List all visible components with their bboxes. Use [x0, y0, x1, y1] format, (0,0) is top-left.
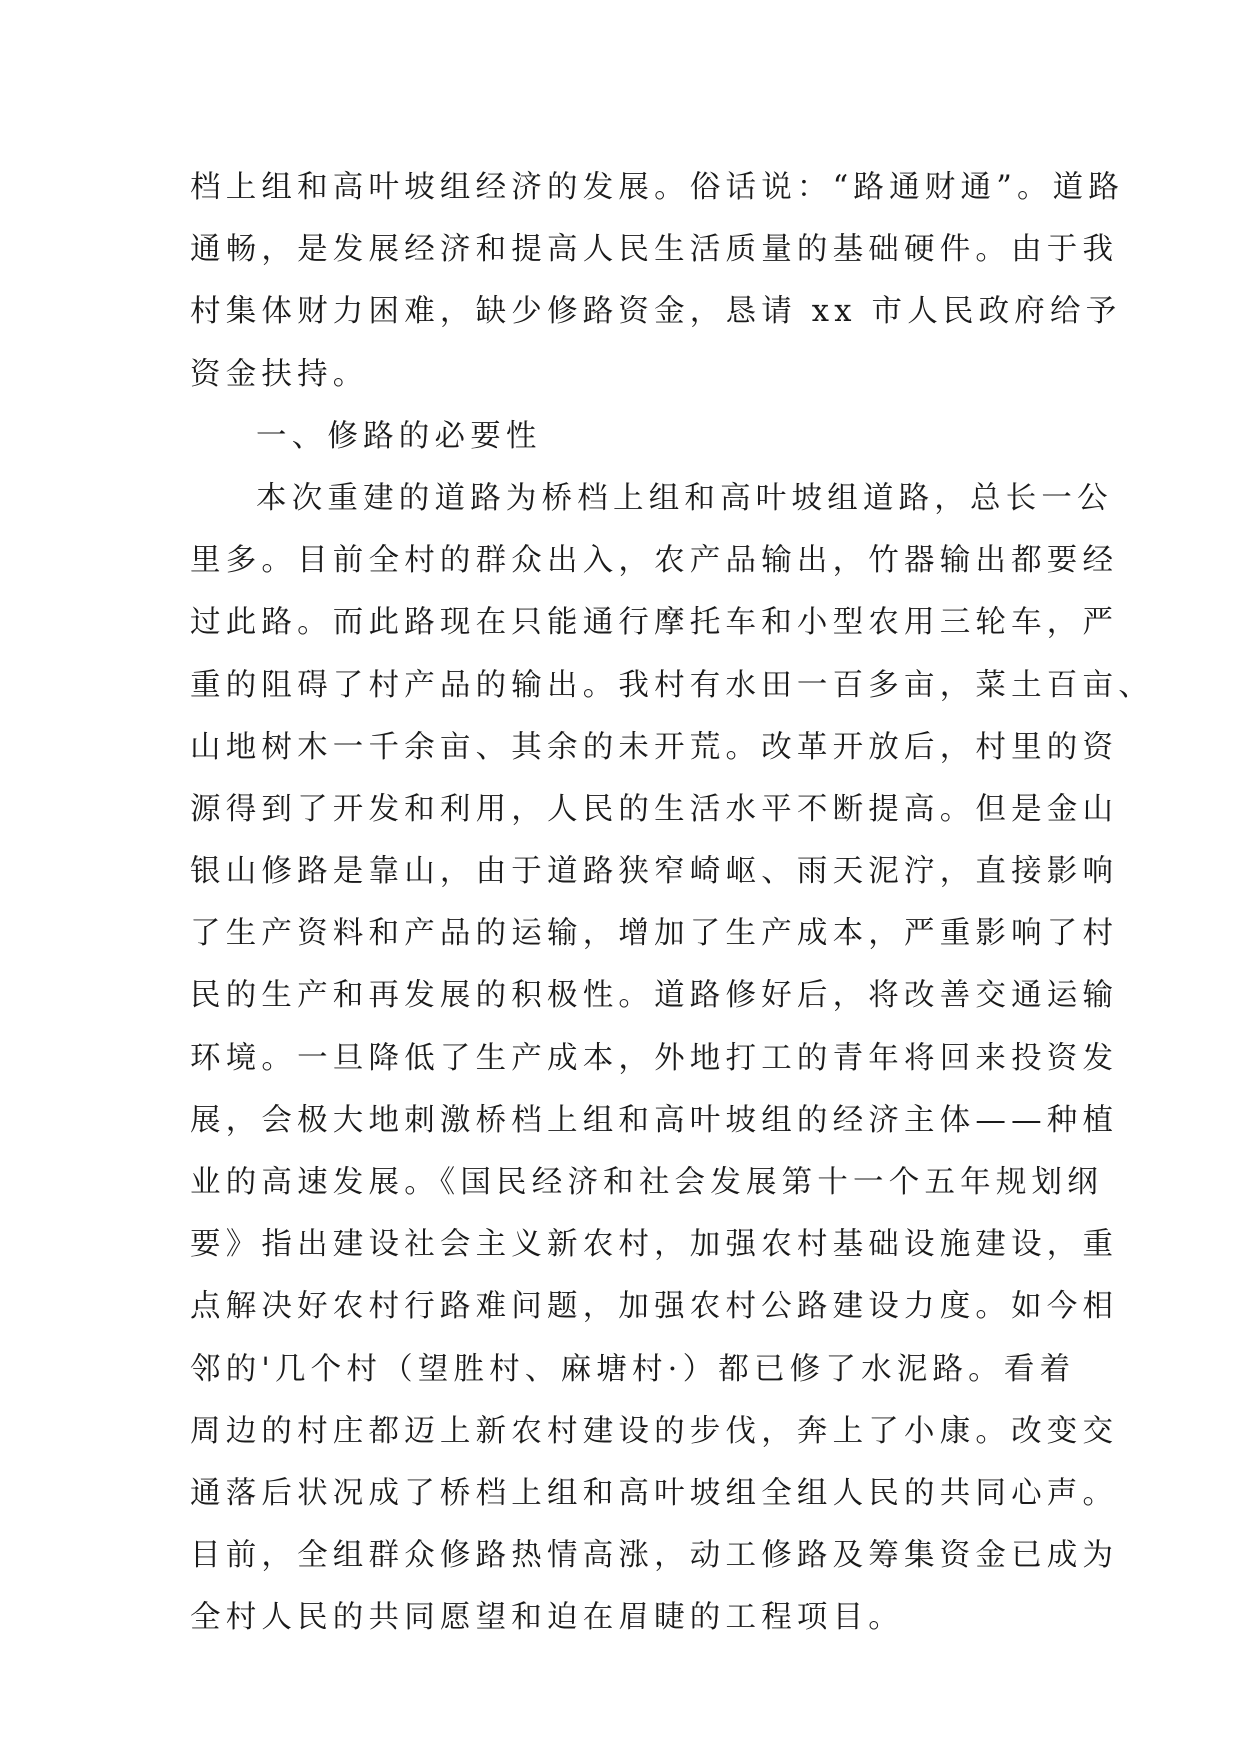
section-heading: 一、修路的必要性	[256, 418, 542, 454]
paragraph-line: 重的阻碍了村产品的输出。我村有水田一百多亩，菜土百亩、	[190, 667, 1154, 703]
paragraph-line: 邻的'几个村（望胜村、麻塘村·）都已修了水泥路。看着	[190, 1351, 1076, 1387]
paragraph-line: 资金扶持。	[190, 356, 369, 392]
paragraph-line: 周边的村庄都迈上新农村建设的步伐，奔上了小康。改变交	[190, 1413, 1119, 1449]
paragraph-line: 银山修路是靠山，由于道路狭窄崎岖、雨天泥泞，直接影响	[190, 854, 1119, 890]
paragraph-line: 要》指出建设社会主义新农村，加强农村基础设施建设，重	[190, 1227, 1119, 1263]
paragraph-line: 通畅，是发展经济和提高人民生活质量的基础硬件。由于我	[190, 232, 1119, 268]
paragraph-line: 了生产资料和产品的运输，增加了生产成本，严重影响了村	[190, 916, 1119, 952]
paragraph-line: 通落后状况成了桥档上组和高叶坡组全组人民的共同心声。	[190, 1475, 1119, 1511]
paragraph-line: 展，会极大地刺激桥档上组和高叶坡组的经济主体——种植	[190, 1102, 1119, 1138]
paragraph-line: 全村人民的共同愿望和迫在眉睫的工程项目。	[190, 1600, 904, 1636]
paragraph-line: 目前，全组群众修路热情高涨，动工修路及筹集资金已成为	[190, 1538, 1119, 1574]
paragraph-line: 档上组和高叶坡组经济的发展。俗话说：“路通财通”。道路	[190, 170, 1125, 205]
body-text	[190, 157, 1154, 1650]
paragraph-line: 过此路。而此路现在只能通行摩托车和小型农用三轮车，严	[190, 605, 1119, 641]
paragraph-line: 山地树木一千余亩、其余的未开荒。改革开放后，村里的资	[190, 729, 1119, 765]
paragraph-line: 点解决好农村行路难问题，加强农村公路建设力度。如今相	[190, 1289, 1119, 1325]
paragraph-line: 业的高速发展。《国民经济和社会发展第十一个五年规划纲	[190, 1165, 1103, 1200]
paragraph-line: 里多。目前全村的群众出入，农产品输出，竹器输出都要经	[190, 543, 1119, 579]
paragraph-line: 村集体财力困难，缺少修路资金，恳请 xx 市人民政府给予	[190, 294, 1122, 330]
paragraph-line: 本次重建的道路为桥档上组和高叶坡组道路，总长一公	[256, 480, 1113, 516]
paragraph-line: 源得到了开发和利用，人民的生活水平不断提高。但是金山	[190, 791, 1119, 827]
paragraph-line: 环境。一旦降低了生产成本，外地打工的青年将回来投资发	[190, 1040, 1119, 1076]
paragraph-line: 民的生产和再发展的积极性。道路修好后，将改善交通运输	[190, 978, 1119, 1014]
